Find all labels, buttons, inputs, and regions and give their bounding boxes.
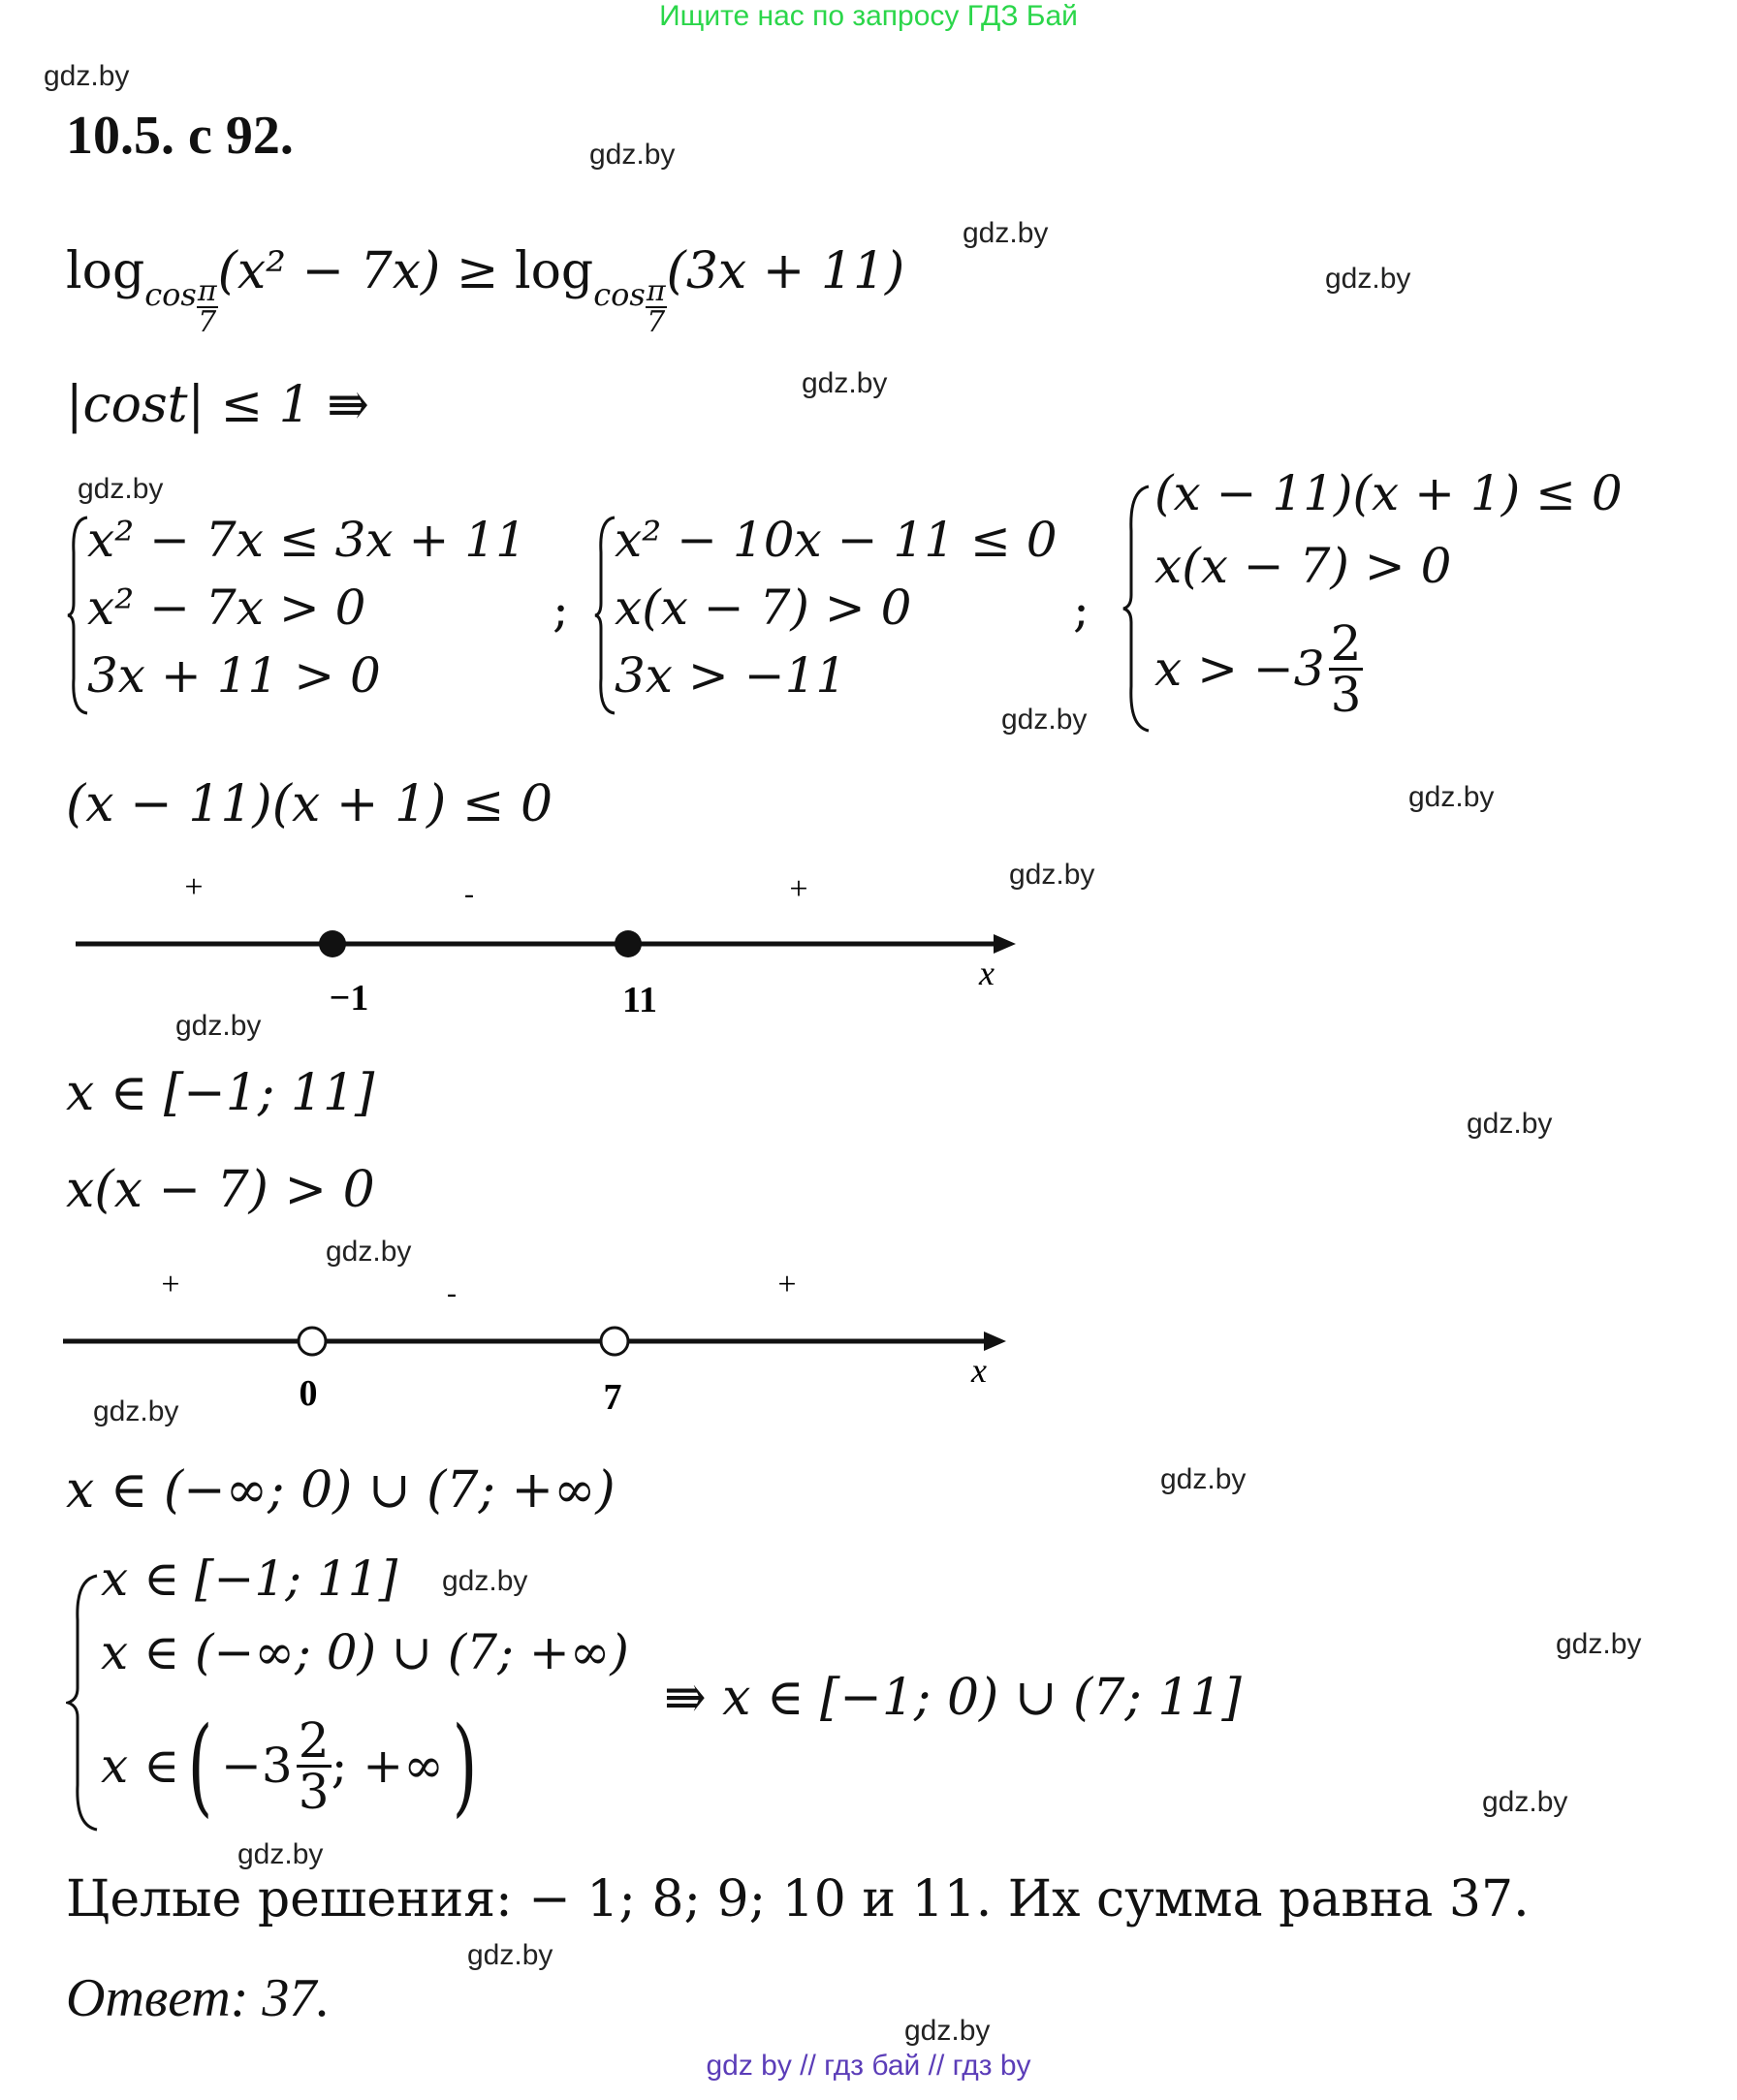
right-log: log: [514, 242, 594, 300]
brace-icon: [1121, 483, 1151, 735]
watermark: gdz.by: [1556, 1628, 1642, 1660]
right-argument: (3x + 11): [666, 242, 905, 300]
left-log: log: [66, 242, 145, 300]
step2-expression: x(x − 7) > 0: [66, 1161, 375, 1219]
final-conclusion: ⇛ x ∈ [−1; 0) ∪ (7; 11]: [664, 1669, 1242, 1727]
axis-label: x: [979, 954, 995, 992]
system-3-line: (x − 11)(x + 1) ≤ 0: [1154, 465, 1623, 521]
left-base-fraction: $\frac{\pi}{7}$: [197, 273, 217, 339]
final-system-line: x ∈ ( −3 2 3 ; +∞ ): [101, 1704, 478, 1828]
number-line-1: [68, 862, 1027, 1037]
right-base: cos: [593, 275, 646, 313]
step1-expression: (x − 11)(x + 1) ≤ 0: [66, 775, 553, 833]
sign-label: +: [184, 869, 204, 905]
watermark: gdz.by: [1001, 704, 1088, 736]
system-3-line: x > −3 2 3: [1154, 614, 1362, 723]
arrow-icon: [994, 934, 1016, 954]
watermark: gdz.by: [1009, 859, 1095, 891]
sign-label: -: [464, 878, 474, 910]
watermark: gdz.by: [1482, 1786, 1568, 1818]
system-separator: ;: [553, 581, 569, 638]
brace-icon: [66, 514, 89, 717]
cos-bound-premise: |cost| ≤ 1 ⇛: [66, 376, 369, 434]
paren-close: ): [452, 1704, 478, 1828]
system-2-line: x² − 10x − 11 ≤ 0: [615, 512, 1058, 568]
sign-label: +: [161, 1267, 180, 1302]
final-system-line: x ∈ (−∞; 0) ∪ (7; +∞): [101, 1624, 629, 1680]
brace-icon: [66, 1572, 99, 1834]
system-2-line: x(x − 7) > 0: [615, 580, 912, 636]
right-base-fraction: $\frac{\pi}{7}$: [646, 273, 666, 339]
system-1-line: 3x + 11 > 0: [87, 647, 381, 704]
watermark: gdz.by: [78, 473, 164, 505]
problem-title: 10.5. с 92.: [66, 106, 294, 166]
header-banner[interactable]: Ищите нас по запросу ГДЗ Бай: [659, 0, 1078, 32]
sign-label: +: [789, 871, 808, 907]
watermark: gdz.by: [963, 217, 1049, 249]
watermark: gdz.by: [442, 1565, 528, 1597]
watermark: gdz.by: [904, 2015, 991, 2047]
watermark: gdz.by: [175, 1010, 262, 1042]
final-system-line: x ∈ [−1; 11]: [101, 1551, 398, 1607]
system-1-line: x² − 7x > 0: [87, 580, 366, 636]
watermark: gdz.by: [93, 1395, 179, 1427]
watermark: gdz.by: [237, 1838, 324, 1870]
open-point-icon: [601, 1328, 628, 1355]
footer-links[interactable]: gdz by // гдз бай // гдз by: [706, 2050, 1031, 2082]
axis-label: x: [971, 1351, 987, 1390]
watermark: gdz.by: [326, 1236, 412, 1268]
step2-result: x ∈ (−∞; 0) ∪ (7; +∞): [66, 1461, 616, 1520]
system-1-line: x² − 7x ≤ 3x + 11: [87, 512, 526, 568]
answer: Ответ: 37.: [66, 1968, 331, 2028]
number-line-2: [58, 1260, 1018, 1434]
point-label: 0: [299, 1373, 318, 1414]
watermark: gdz.by: [589, 139, 676, 171]
left-argument: (x² − 7x) ≥: [217, 242, 515, 300]
point-label: 11: [622, 980, 657, 1020]
system-separator: ;: [1073, 581, 1090, 638]
watermark: gdz.by: [1160, 1463, 1247, 1495]
sign-label: -: [447, 1277, 457, 1309]
arrow-icon: [984, 1332, 1006, 1351]
step1-result: x ∈ [−1; 11]: [66, 1064, 375, 1122]
filled-point-icon: [319, 930, 346, 957]
watermark: gdz.by: [802, 367, 888, 399]
mixed-fraction: 2 3: [298, 1711, 330, 1820]
point-label: 7: [603, 1377, 622, 1418]
left-base: cos: [144, 275, 197, 313]
integer-solutions: Целые решения: − 1; 8; 9; 10 и 11. Их сумма равна 37.: [66, 1870, 1530, 1928]
point-label: −1: [329, 978, 369, 1019]
system-2-line: 3x > −11: [615, 647, 847, 704]
watermark: gdz.by: [44, 60, 130, 92]
filled-point-icon: [615, 930, 642, 957]
mixed-fraction: 2 3: [1330, 614, 1362, 723]
brace-icon: [593, 514, 616, 717]
watermark: gdz.by: [467, 1939, 553, 1971]
system-3-line: x(x − 7) > 0: [1154, 538, 1452, 594]
watermark: gdz.by: [1408, 781, 1495, 813]
paren-open: (: [187, 1704, 213, 1828]
open-point-icon: [299, 1328, 326, 1355]
watermark: gdz.by: [1467, 1108, 1553, 1140]
watermark: gdz.by: [1325, 263, 1411, 295]
log-inequality: [66, 242, 904, 337]
sign-label: +: [777, 1267, 797, 1302]
